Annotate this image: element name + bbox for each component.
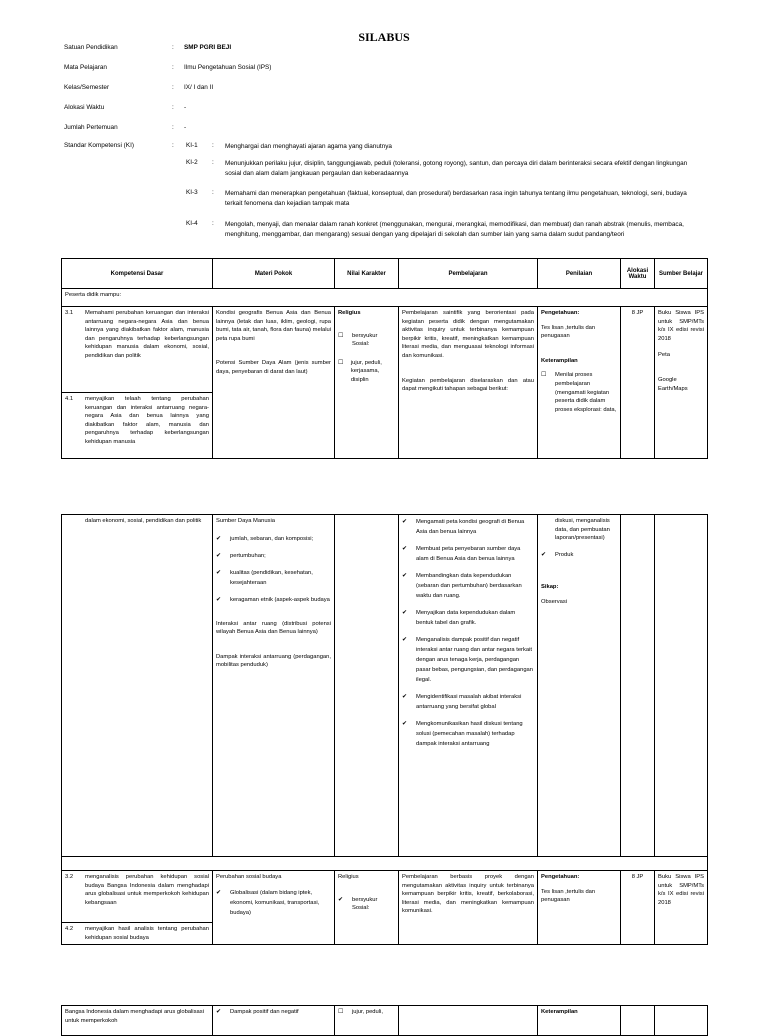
list-item-text: Menganalisis dampak positif dan negatif interaksi antar ruang dan antar negara terkait dengan arus tenaga kerja, perdagangan pasar bebas, pengungsian, dan perdagangan ilegal. <box>416 637 534 683</box>
materi-cell <box>213 871 335 945</box>
table-row <box>62 515 708 857</box>
check-icon: ✔ <box>402 721 407 727</box>
nilai-sosial: Sosial: <box>352 341 370 348</box>
pembelajaran-cell <box>399 307 538 459</box>
header-kompetensi-dasar: Kompetensi Dasar <box>62 259 213 289</box>
ki-code: KI-1 <box>186 142 198 149</box>
identity-label: Standar Kompetensi (KI) <box>64 142 134 149</box>
list-item <box>402 517 534 537</box>
nilai-cell <box>335 307 399 459</box>
penilaian-cell <box>538 515 621 857</box>
colon-separator: : <box>172 64 174 71</box>
list-item <box>402 635 534 685</box>
colon-separator: : <box>212 159 214 166</box>
nilai-religius: Religius <box>338 874 359 880</box>
identity-value: IX/ I dan II <box>184 84 214 91</box>
ki-code: KI-2 <box>186 159 198 166</box>
check-icon: ✔ <box>541 551 546 558</box>
sumber-cell: Buku Siswa IPS untuk SMP/MTs k/s IX edisi revisi 2018 <box>655 871 708 945</box>
syllabus-table-2 <box>61 514 708 945</box>
check-icon: ✔ <box>216 596 221 603</box>
penilaian-pengetahuan: Pengetahuan: <box>541 874 580 880</box>
check-icon: ✔ <box>216 569 221 576</box>
check-icon: ✔ <box>338 896 343 903</box>
list-item <box>216 595 331 605</box>
sumber-cell <box>655 515 708 857</box>
header-sumber-belajar: Sumber Belajar <box>655 259 708 289</box>
page-title: SILABUS <box>358 30 410 44</box>
alokasi-cell <box>621 515 655 857</box>
list-item <box>216 534 331 544</box>
nilai-cell <box>335 1006 399 1036</box>
list-item-text: Mengidentifikasi masalah akibat interaksi antarruang yang bersifat global <box>416 694 522 710</box>
table-row <box>62 857 708 871</box>
kd-4-1-text: menyajikan telaah tentang perubahan keruangan dan interaksi antarruang negara-negara Asia dan benua lainnya yang diakibatkan faktor alam, manusia dan pengaruhnya terhadap keberlangsungan kehidupan manusia <box>85 396 209 445</box>
pembelajaran-saintifik: Pembelajaran saintifik yang berorientasi pada kegiatan peserta didik dengan mengutamakan aktivitas inquiry untuk terbinanya kemampuan berpikir kritis, kreatif, meningkatkan kemampuan literasi media, dan menguasai teknologi informasi dan komunikasi. <box>402 310 534 359</box>
table-header-row <box>62 259 708 289</box>
penilaian-observasi: Observasi <box>541 598 568 605</box>
kd-3-2-cell: 3.2 menganalisis perubahan kehidupan sosial budaya Bangsa Indonesia dalam menghadapi arus globalisasi untuk memperkokoh kehidupan kebangsaan <box>62 871 213 923</box>
list-item-text: jumlah, sebaran, dan komposisi; <box>230 535 314 542</box>
colon-separator: : <box>212 220 214 227</box>
list-item <box>402 692 534 712</box>
materi-cell <box>213 515 335 857</box>
materi-globalisasi: Globalisasi (dalam bidang iptek, ekonomi, komunikasi, transportasi, budaya) <box>230 889 320 916</box>
identity-label: Kelas/Semester <box>64 84 110 91</box>
list-item <box>402 608 534 628</box>
sumber-buku: Buku Siswa IPS untuk SMP/MTs k/s IX edisi revisi 2018 <box>658 310 704 342</box>
colon-separator: : <box>172 124 174 131</box>
identity-label: Mata Pelajaran <box>64 64 107 71</box>
nilai-bersyukur: bersyukur <box>352 332 378 339</box>
list-item-text: Menyajikan data kependudukan dalam bentuk tabel dan grafik. <box>416 610 516 626</box>
pembelajaran-list <box>402 517 534 749</box>
materi-potensi-sda: Potensi Sumber Daya Alam (jenis sumber daya, penyebaran di darat dan laut) <box>216 360 331 375</box>
list-item-text: kualitas (pendidikan, kesehatan, kesejahteraan <box>230 569 313 586</box>
check-icon: ✔ <box>402 610 407 616</box>
materi-dampak: Dampak interaksi antarruang (perdagangan, mobilitas penduduk) <box>216 653 331 669</box>
nilai-cell <box>335 515 399 857</box>
check-icon: ✔ <box>216 889 221 896</box>
materi-cell <box>213 1006 335 1036</box>
identity-label: Satuan Pendidikan <box>64 44 118 51</box>
check-icon: ✔ <box>216 535 221 542</box>
colon-separator: : <box>172 142 174 149</box>
penilaian-cell <box>538 307 621 459</box>
penilaian-pengetahuan: Pengetahuan: <box>541 310 580 316</box>
alokasi-cell <box>621 1006 655 1036</box>
check-icon: ✔ <box>402 694 407 700</box>
check-icon: ✔ <box>402 519 407 525</box>
checkbox-icon: ☐ <box>338 332 344 339</box>
kd-4-1-cell: 4.1 menyajikan telaah tentang perubahan keruangan dan interaksi antarruang negara-negara Asia dan benua lainnya yang diakibatkan faktor alam, manusia dan pengaruhnya terhadap keberlangsungan kehidupan manusia <box>62 393 213 459</box>
penilaian-tes: Tes lisan ,tertulis dan penugasan <box>541 888 596 904</box>
table-row <box>62 1006 708 1036</box>
list-item-text: Membuat peta penyebaran sumber daya alam di Benua Asia dan benua lainnya <box>416 546 521 562</box>
spacer-cell <box>62 857 708 871</box>
penilaian-cell <box>538 871 621 945</box>
identity-label: Jumlah Pertemuan <box>64 124 118 131</box>
list-item-text: Mengkomunikasikan hasil diskusi tentang solusi (pemecahan masalah) terhadap dampak interaksi antarruang <box>416 721 523 747</box>
ki-text: Menghargai dan menghayati ajaran agama yang dianutnya <box>225 143 392 150</box>
sumber-cell <box>655 307 708 459</box>
kd-3-1-cell: 3.1 Memahami perubahan keruangan dan interaksi antarruang negara-negara Asia dan benua lainnya yang diakibatkan faktor alam, manusia dan pengaruhnya terhadap keberlangsungan kehidupan manusia dalam ekonomi, sosial, pendidikan dan politik <box>62 307 213 393</box>
penilaian-produk: Produk <box>555 551 574 558</box>
check-icon: ✔ <box>402 546 407 552</box>
colon-separator: : <box>212 142 214 149</box>
alokasi-cell: 8 JP <box>621 307 655 459</box>
penilaian-tes: Tes lisan ,tertulis dan penugasan <box>541 324 596 340</box>
materi-interaksi: Interaksi antar ruang (distribusi potensi wilayah Benua Asia dan Benua lainnya) <box>216 620 331 636</box>
pembelajaran-cell <box>399 515 538 857</box>
list-item <box>216 551 331 561</box>
materi-sdm: Sumber Daya Manusia <box>216 518 275 524</box>
materi-dampak-positif: Dampak positif dan negatif <box>230 1009 299 1015</box>
colon-separator: : <box>172 104 174 111</box>
syllabus-table-1 <box>61 258 708 459</box>
sumber-peta: Peta <box>658 352 670 359</box>
list-item <box>402 571 534 601</box>
checkbox-icon: ☐ <box>541 372 547 379</box>
materi-list <box>216 534 331 605</box>
ki-code: KI-3 <box>186 189 198 196</box>
identity-value: Ilmu Pengetahuan Sosial (IPS) <box>184 64 272 71</box>
table-row <box>62 871 708 923</box>
kd-4-2-text: menyajikan hasil analisis tentang perubahan kehidupan sosial budaya <box>85 926 209 941</box>
header-alokasi-waktu: Alokasi Waktu <box>621 259 655 289</box>
list-item <box>216 568 331 588</box>
kd-cont-text: dalam ekonomi, sosial, pendidikan dan politik <box>85 518 202 524</box>
check-icon: ✔ <box>402 573 407 579</box>
materi-cell <box>213 307 335 459</box>
header-nilai-karakter: Nilai Karakter <box>335 259 399 289</box>
ki-text: Mengolah, menyaji, dan menalar dalam ranah konkret (menggunakan, mengurai, merangkai, memodifikasi, dan membuat) dan ranah abstrak (menulis, membaca, menghitung, menggambar, dan mengarang) sesuai dengan yang dipelajari di sekolah dan sumber lain yang sama dalam sudut pandang/teori <box>225 221 684 238</box>
list-item-text: Mengamati peta kondisi geografi di Benua Asia dan benua lainnya <box>416 519 525 535</box>
kd-cont-cell <box>62 515 213 857</box>
pembelajaran-cell <box>399 1006 538 1036</box>
colon-separator: : <box>172 44 174 51</box>
penilaian-keterampilan: Keterampilan <box>541 357 578 364</box>
syllabus-table-3 <box>61 1005 708 1036</box>
penilaian-proses: Menilai proses pembelajaran (mengamati kegiatan peserta didik dalam proses eksplorasi: data, <box>555 372 617 413</box>
list-item-text: Membandingkan data kependudukan (sebaran dan pertumbuhan) berdasarkan waktu dan ruang. <box>416 573 522 599</box>
materi-kondisi-geografis: Kondisi geografis Benua Asia dan Benua lainnya (letak dan luas, iklim, geologi, rupa bumi, tata air, tanah, flora dan fauna) melalui peta rupa bumi <box>216 310 331 342</box>
identity-label: Alokasi Waktu <box>64 104 105 111</box>
checkbox-icon: ☐ <box>338 1009 344 1015</box>
list-item-text: keragaman etnik (aspek-aspek budaya <box>230 596 330 603</box>
list-item <box>402 544 534 564</box>
checkbox-icon: ☐ <box>338 359 344 366</box>
kd-cont-cell: Bangsa Indonesia dalam menghadapi arus globalisasi untuk memperkokoh <box>62 1006 213 1036</box>
pembelajaran-cell: Pembelajaran berbasis proyek dengan mengutamakan aktivitas inquiry untuk terbinanya kemampuan berpikir kritis, kreatif, berkolaborasi, literasi media, dan meningkatkan kemampuan komunikasi. <box>399 871 538 945</box>
colon-separator: : <box>172 84 174 91</box>
nilai-religius: Religius <box>338 310 361 316</box>
nilai-sosial: Sosial: <box>352 905 370 912</box>
header-penilaian: Penilaian <box>538 259 621 289</box>
penilaian-keterampilan: Keterampilan <box>538 1006 621 1036</box>
nilai-cell <box>335 871 399 945</box>
pembelajaran-tahapan: Kegiatan pembelajaran diselaraskan dan atau dapat mengikuti tahapan sebagai berikut: <box>402 377 534 393</box>
penilaian-lanjutan: diskusi, menganalisis data, dan pembuatan laporan/presentasi) <box>555 518 610 542</box>
table-row <box>62 289 708 307</box>
kd-4-2-cell: 4.2 menyajikan hasil analisis tentang perubahan kehidupan sosial budaya <box>62 923 213 945</box>
intro-cell: Peserta didik mampu: <box>62 289 708 307</box>
list-item-text: pertumbuhan; <box>230 552 266 559</box>
kd-3-2-text: menganalisis perubahan kehidupan sosial budaya Bangsa Indonesia dalam menghadapi arus globalisasi untuk memperkokoh kehidupan kebangsaan <box>85 874 209 906</box>
check-icon: ✔ <box>402 637 407 643</box>
colon-separator: : <box>212 189 214 196</box>
table-row <box>62 307 708 393</box>
check-icon: ✔ <box>216 1009 221 1015</box>
header-materi-pokok: Materi Pokok <box>213 259 335 289</box>
check-icon: ✔ <box>216 552 221 559</box>
identity-value: - <box>184 104 187 111</box>
identity-value: - <box>184 124 187 131</box>
ki-text: Memahami dan menerapkan pengetahuan (faktual, konseptual, dan prosedural) berdasarkan rasa ingin tahunya tentang ilmu pengetahuan, teknologi, seni, budaya terkait fenomena dan kejadian tampak mata <box>225 190 687 207</box>
ki-text: Menunjukkan perilaku jujur, disiplin, tanggungjawab, peduli (toleransi, gotong royong), santun, dan percaya diri dalam berinteraksi secara efektif dengan lingkungan sosial dan alam dalam jangkauan pergaulan dan keberadaannya <box>225 160 688 177</box>
alokasi-cell: 8 JP <box>621 871 655 945</box>
header-pembelajaran: Pembelajaran <box>399 259 538 289</box>
sumber-google-earth: Google Earth/Maps <box>658 376 688 392</box>
materi-perubahan-sosial: Perubahan sosial budaya <box>216 874 282 880</box>
nilai-bersyukur: bersyukur <box>352 896 378 903</box>
sumber-cell <box>655 1006 708 1036</box>
list-item <box>402 719 534 749</box>
nilai-jujur: jujur, peduli, kerjasama, disiplin <box>350 359 382 383</box>
penilaian-sikap: Sikap: <box>541 584 559 591</box>
kd-3-1-text: Memahami perubahan keruangan dan interaksi antarruang negara-negara Asia dan benua lainnya yang diakibatkan faktor alam, manusia dan pengaruhnya terhadap keberlangsungan kehidupan manusia dalam ekonomi, sosial, pendidikan dan politik <box>85 310 209 359</box>
identity-value: SMP PGRI BEJI <box>184 44 232 51</box>
nilai-jujur: jujur, peduli, <box>352 1009 383 1015</box>
ki-code: KI-4 <box>186 220 198 227</box>
